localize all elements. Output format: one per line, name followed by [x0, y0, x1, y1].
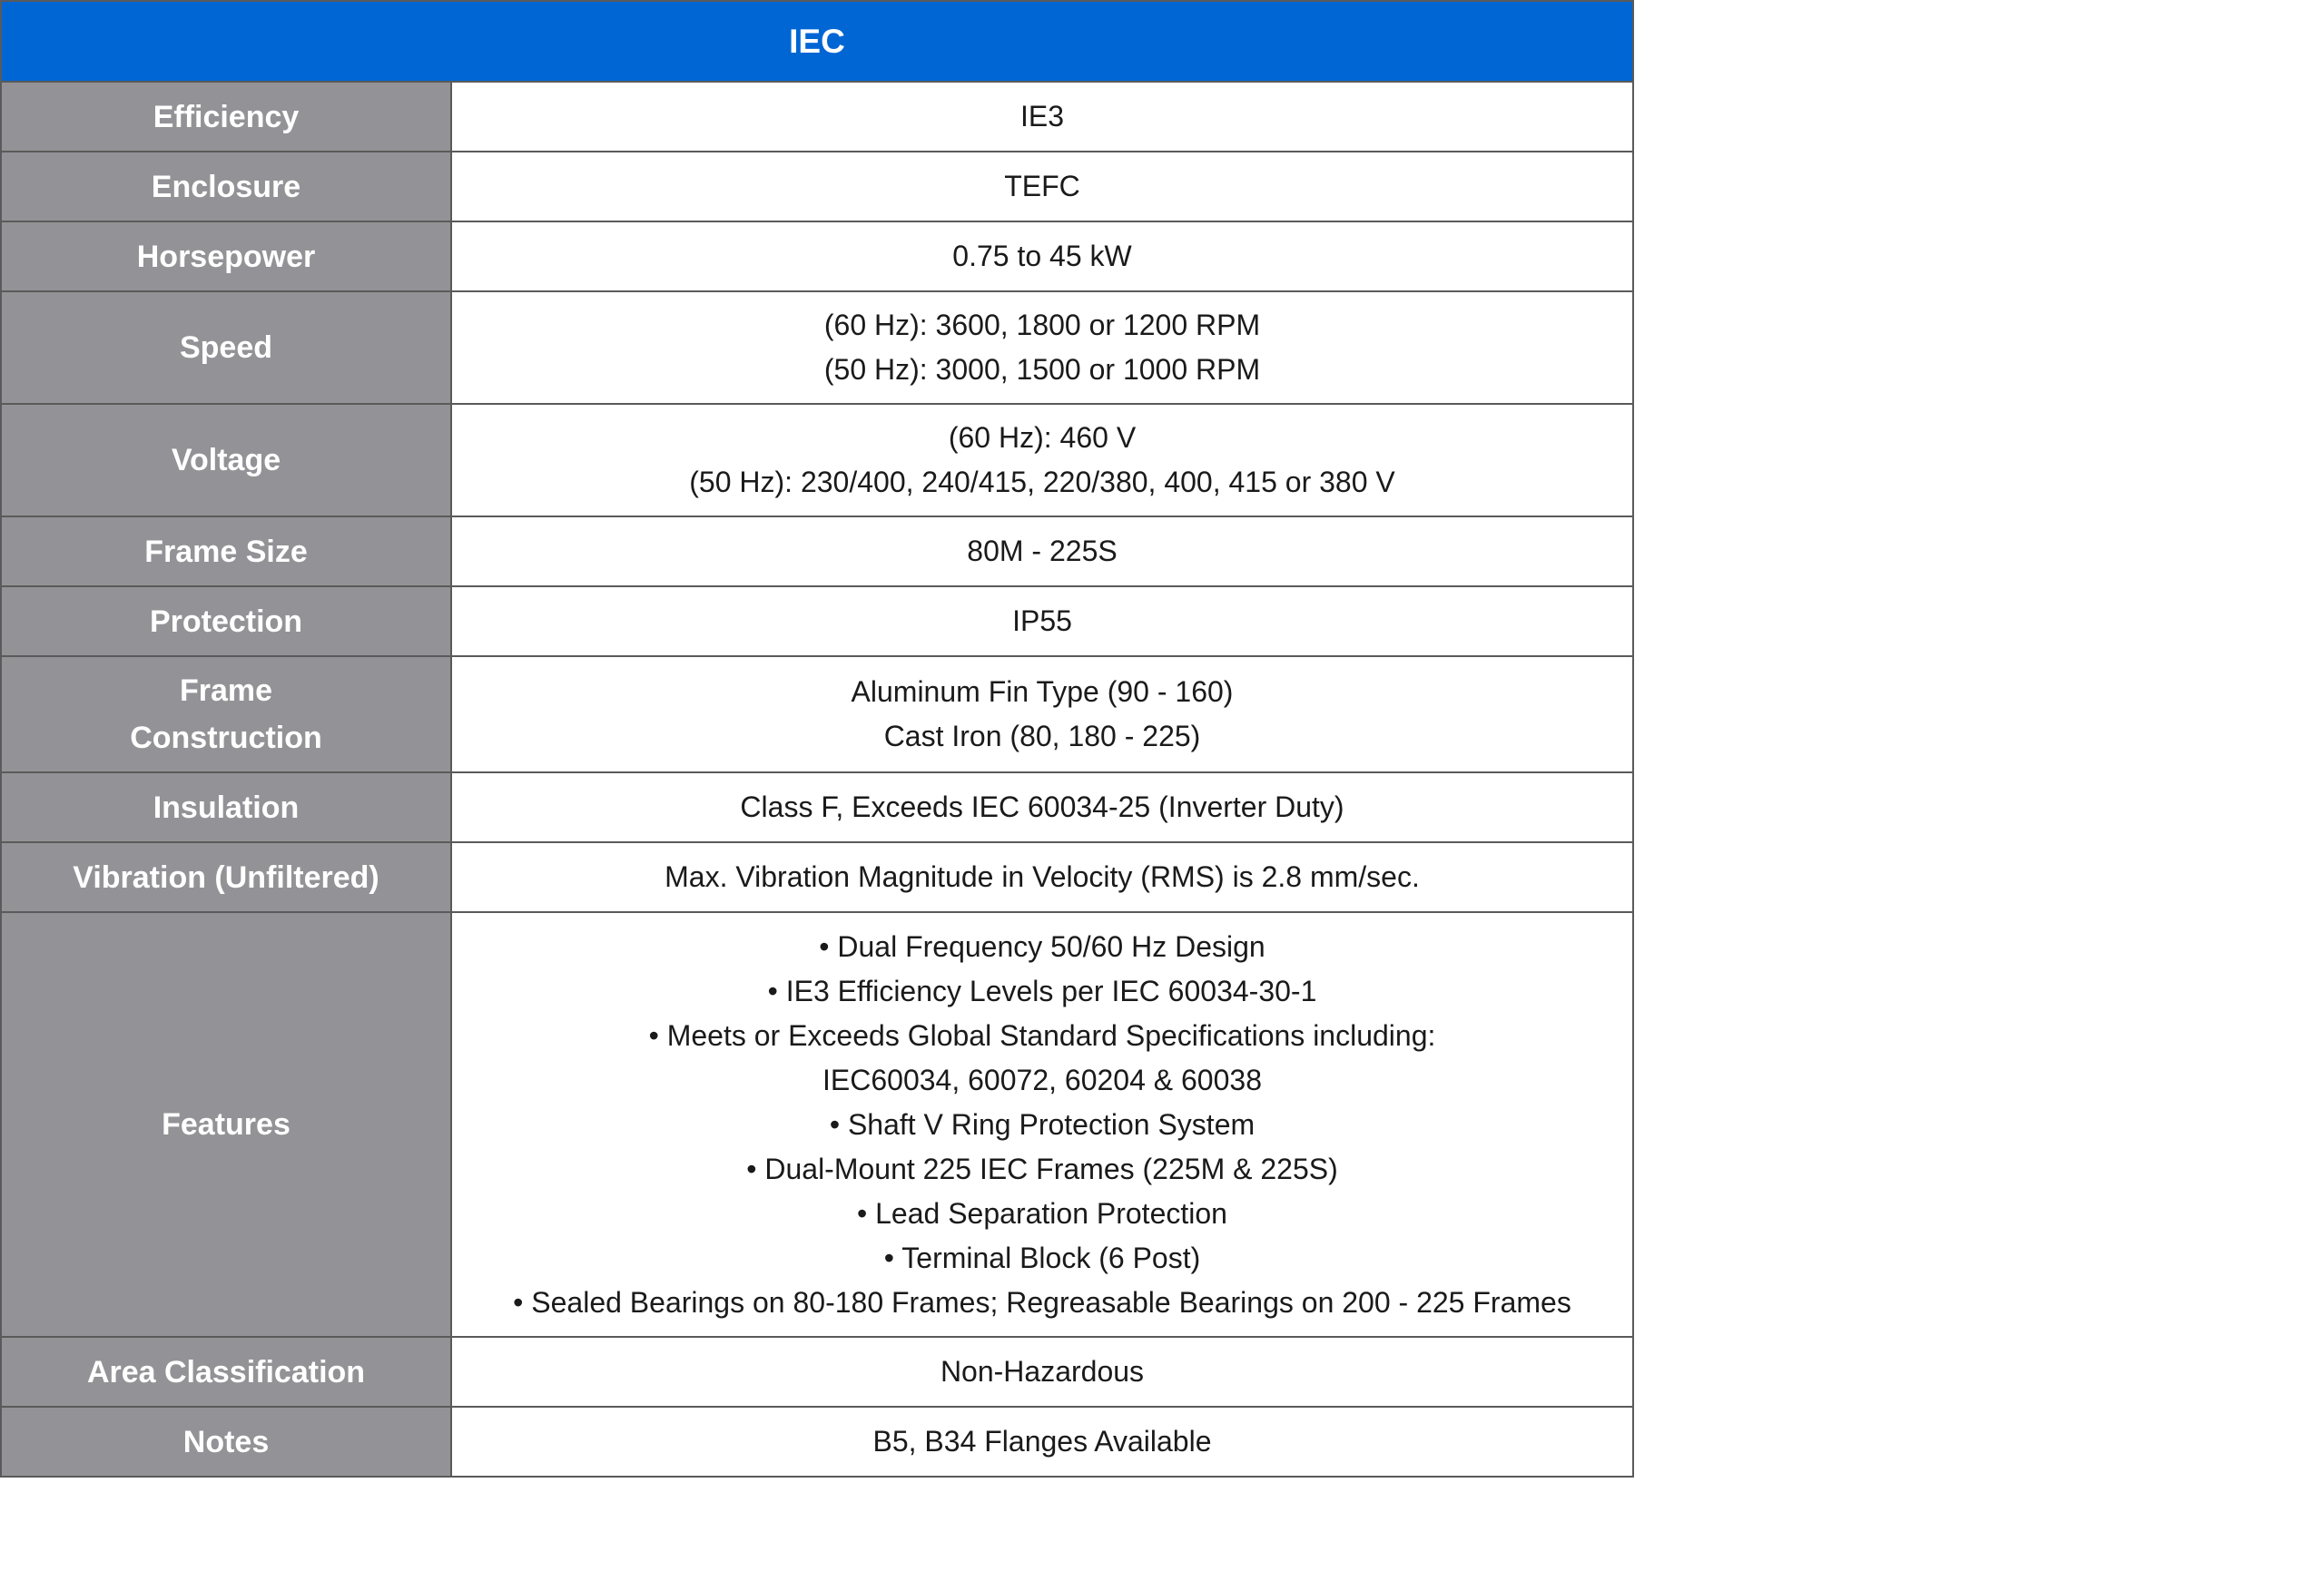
label-line: Insulation	[153, 790, 300, 825]
row-value-speed	[451, 291, 1633, 404]
title-row	[1, 1, 1633, 82]
label-line: Area Classification	[86, 1354, 366, 1390]
row-value-insulation	[451, 772, 1633, 842]
value-line: IE3	[1019, 100, 1065, 133]
table-row	[1, 1337, 1633, 1407]
label-line: Protection	[149, 604, 303, 639]
row-value-features	[451, 912, 1633, 1337]
feature-item: • IE3 Efficiency Levels per IEC 60034-30-1	[767, 974, 1317, 1007]
row-value-area-classification	[451, 1337, 1633, 1407]
value-line: (60 Hz): 3600, 1800 or 1200 RPM	[823, 309, 1261, 341]
row-label-frame-size	[1, 516, 451, 586]
row-label-features	[1, 912, 451, 1337]
table-row	[1, 1407, 1633, 1477]
table-row	[1, 152, 1633, 221]
table-row	[1, 772, 1633, 842]
value-line: 0.75 to 45 kW	[952, 240, 1132, 272]
feature-item: • Dual-Mount 225 IEC Frames (225M & 225S)	[746, 1152, 1338, 1185]
feature-item: • Lead Separation Protection	[857, 1196, 1227, 1230]
label-line: Features	[162, 1107, 290, 1142]
row-value-vibration	[451, 842, 1633, 912]
label-line: Construction	[130, 721, 322, 755]
feature-item: • Dual Frequency 50/60 Hz Design	[819, 929, 1265, 963]
label-line: Frame	[179, 673, 273, 708]
value-line: Non-Hazardous	[940, 1355, 1145, 1388]
row-value-enclosure	[451, 152, 1633, 221]
table-row	[1, 842, 1633, 912]
label-line: Notes	[182, 1424, 270, 1459]
row-value-frame-construction	[451, 656, 1633, 772]
value-line: Cast Iron (80, 180 - 225)	[883, 720, 1201, 752]
row-label-vibration	[1, 842, 451, 912]
row-label-enclosure	[1, 152, 451, 221]
feature-item: • Terminal Block (6 Post)	[883, 1241, 1201, 1274]
row-label-frame-construction	[1, 656, 451, 772]
value-line: Aluminum Fin Type (90 - 160)	[851, 675, 1234, 708]
row-label-protection	[1, 586, 451, 656]
label-line: Voltage	[171, 443, 281, 477]
feature-item: IEC60034, 60072, 60204 & 60038	[822, 1063, 1262, 1096]
table-row	[1, 912, 1633, 1337]
row-value-horsepower	[451, 221, 1633, 291]
row-label-speed	[1, 291, 451, 404]
table-row	[1, 586, 1633, 656]
label-line: Frame Size	[144, 534, 308, 569]
value-line: 80M - 225S	[967, 535, 1118, 567]
row-label-voltage	[1, 404, 451, 516]
table-row	[1, 291, 1633, 404]
value-line: Class F, Exceeds IEC 60034-25 (Inverter Duty)	[740, 790, 1344, 823]
feature-item: • Shaft V Ring Protection System	[829, 1107, 1256, 1141]
value-line: Max. Vibration Magnitude in Velocity (RMS) is 2.8 mm/sec.	[665, 860, 1420, 893]
row-label-area-classification	[1, 1337, 451, 1407]
row-label-efficiency	[1, 82, 451, 152]
value-line: B5, B34 Flanges Available	[872, 1425, 1212, 1458]
table-row	[1, 82, 1633, 152]
label-line: Horsepower	[136, 239, 316, 274]
label-line: Efficiency	[153, 99, 300, 134]
table-row	[1, 221, 1633, 291]
row-value-voltage	[451, 404, 1633, 516]
table-row	[1, 656, 1633, 772]
value-line: TEFC	[1004, 170, 1080, 202]
row-value-frame-size	[451, 516, 1633, 586]
table-row	[1, 516, 1633, 586]
value-line: (50 Hz): 230/400, 240/415, 220/380, 400, 415 or 380 V	[689, 466, 1395, 498]
value-line: (50 Hz): 3000, 1500 or 1000 RPM	[823, 353, 1261, 386]
value-line: IP55	[1012, 604, 1072, 637]
row-value-notes	[451, 1407, 1633, 1477]
row-label-insulation	[1, 772, 451, 842]
label-line: Vibration (Unfiltered)	[73, 859, 379, 895]
row-label-notes	[1, 1407, 451, 1477]
row-label-horsepower	[1, 221, 451, 291]
row-value-protection	[451, 586, 1633, 656]
feature-item: • Sealed Bearings on 80-180 Frames; Regreasable Bearings on 200 - 225 Frames	[513, 1285, 1571, 1319]
label-line: Speed	[179, 330, 273, 365]
row-value-efficiency	[451, 82, 1633, 152]
label-line: Enclosure	[151, 169, 301, 204]
table-title: IEC	[1, 1, 1633, 82]
value-line: (60 Hz): 460 V	[948, 421, 1137, 454]
feature-item: • Meets or Exceeds Global Standard Specifications including:	[648, 1018, 1436, 1052]
table-row	[1, 404, 1633, 516]
